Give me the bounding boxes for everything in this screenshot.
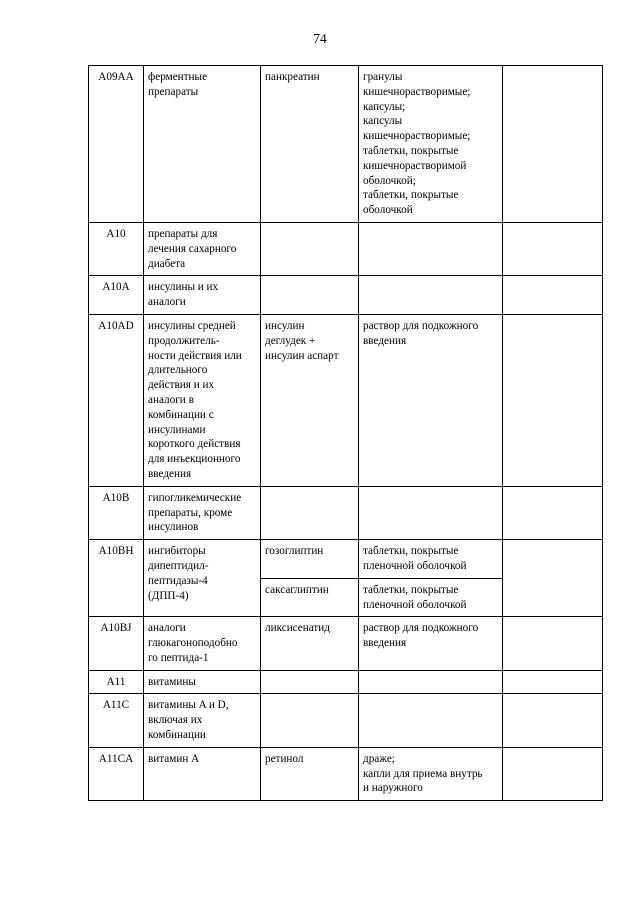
- cell-text-line: го пептида-1: [148, 651, 209, 664]
- empty-cell: [503, 486, 603, 539]
- cell-text-line: длительного: [148, 364, 208, 377]
- drug-name-cell: [261, 222, 359, 275]
- cell-text-line: введения: [148, 467, 192, 480]
- dosage-form-cell: [359, 747, 503, 800]
- atc-code-cell: [89, 617, 144, 670]
- cell-text-line: пептидазы-4: [148, 574, 208, 587]
- cell-text-line: гипогликемические: [148, 491, 242, 504]
- cell-text-line: оболочкой: [363, 204, 413, 217]
- cell-text-line: таблетки, покрытые: [363, 583, 459, 596]
- drug-name-cell: [261, 694, 359, 747]
- cell-text-line: саксаглиптин: [265, 583, 329, 596]
- dosage-form-cell: [359, 222, 503, 275]
- anatomical-group-cell: [144, 694, 261, 747]
- cell-text-line: A11: [106, 675, 126, 688]
- cell-text-line: инсулины средней: [148, 319, 236, 332]
- cell-text-line: препараты: [148, 85, 199, 98]
- cell-text-line: комбинации: [148, 729, 206, 742]
- cell-text-line: таблетки, покрытые: [363, 545, 459, 558]
- table-row: [89, 486, 603, 539]
- atc-code-cell: [89, 540, 144, 617]
- cell-text-line: пленочной оболочкой: [363, 559, 467, 572]
- table-row: [89, 747, 603, 800]
- anatomical-group-cell: [144, 670, 261, 694]
- cell-text-line: и наружного: [363, 782, 423, 795]
- drug-name-cell: [261, 276, 359, 315]
- cell-text-line: короткого действия: [148, 438, 241, 451]
- drug-name-cell: [261, 747, 359, 800]
- table-row: [89, 670, 603, 694]
- empty-cell: [503, 540, 603, 617]
- dosage-form-cell: [359, 670, 503, 694]
- cell-text-line: капли для приема внутрь: [363, 767, 483, 780]
- table-row: [89, 314, 603, 486]
- empty-cell: [503, 222, 603, 275]
- cell-text-line: препараты для: [148, 227, 218, 240]
- cell-text-line: лечения сахарного: [148, 242, 237, 255]
- cell-text-line: аналоги: [148, 622, 186, 635]
- table-row: [89, 540, 603, 579]
- atc-code-cell: [89, 276, 144, 315]
- anatomical-group-cell: [144, 222, 261, 275]
- cell-text-line: введения: [363, 334, 407, 347]
- cell-text-line: A10A: [102, 281, 130, 294]
- dosage-form-cell: [359, 66, 503, 223]
- cell-text-line: A11C: [102, 699, 130, 712]
- cell-text-line: инсулинов: [148, 521, 199, 534]
- empty-cell: [503, 747, 603, 800]
- cell-text-line: драже;: [363, 752, 395, 765]
- cell-text-line: витамин A: [148, 752, 200, 765]
- cell-text-line: A10AD: [98, 319, 134, 332]
- dosage-form-cell: [359, 694, 503, 747]
- atc-code-cell: [89, 486, 144, 539]
- empty-cell: [503, 617, 603, 670]
- cell-text-line: A10: [106, 227, 126, 240]
- empty-cell: [503, 66, 603, 223]
- drug-name-cell: [261, 617, 359, 670]
- drug-name-cell: [261, 314, 359, 486]
- cell-text-line: комбинации с: [148, 408, 214, 421]
- cell-text-line: витамины: [148, 675, 196, 688]
- cell-text-line: оболочкой;: [363, 174, 416, 187]
- atc-code-cell: [89, 694, 144, 747]
- cell-text-line: таблетки, покрытые: [363, 189, 459, 202]
- cell-text-line: глюкагоноподобно: [148, 637, 238, 650]
- cell-text-line: капсулы;: [363, 100, 406, 113]
- anatomical-group-cell: [144, 66, 261, 223]
- cell-text-line: ингибиторы: [148, 545, 206, 558]
- cell-text-line: инсулинами: [148, 423, 206, 436]
- cell-text-line: кишечнорастворимой: [363, 159, 467, 172]
- empty-cell: [503, 276, 603, 315]
- drug-name-cell: [261, 540, 359, 579]
- cell-text-line: для инъекционного: [148, 453, 241, 466]
- cell-text-line: кишечнорастворимые;: [363, 130, 471, 143]
- cell-text-line: A11CA: [98, 752, 134, 765]
- atc-drug-table: [88, 65, 603, 801]
- table-row: [89, 276, 603, 315]
- cell-text-line: A10B: [102, 491, 130, 504]
- drug-name-cell: [261, 486, 359, 539]
- cell-text-line: ретинол: [265, 752, 304, 765]
- empty-cell: [503, 314, 603, 486]
- anatomical-group-cell: [144, 617, 261, 670]
- cell-text-line: панкреатин: [265, 71, 320, 83]
- drug-name-cell: [261, 66, 359, 223]
- cell-text-line: ферментные: [148, 71, 208, 83]
- cell-text-line: деглудек +: [265, 334, 316, 347]
- cell-text-line: диабета: [148, 257, 186, 270]
- dosage-form-cell: [359, 617, 503, 670]
- cell-text-line: препараты, кроме: [148, 506, 233, 519]
- table-row: [89, 694, 603, 747]
- cell-text-line: A10BJ: [100, 622, 132, 635]
- dosage-form-cell: [359, 486, 503, 539]
- atc-table-body: [89, 66, 603, 801]
- cell-text-line: продолжитель-: [148, 334, 220, 347]
- dosage-form-cell: [359, 276, 503, 315]
- anatomical-group-cell: [144, 276, 261, 315]
- anatomical-group-cell: [144, 747, 261, 800]
- empty-cell: [503, 670, 603, 694]
- page-number: 74: [313, 31, 327, 46]
- cell-text-line: аналоги: [148, 296, 186, 309]
- cell-text-line: действия и их: [148, 379, 215, 392]
- cell-text-line: ликсисенатид: [265, 622, 330, 635]
- drug-name-cell: [261, 578, 359, 617]
- cell-text-line: гозоглиптин: [265, 545, 324, 558]
- atc-code-cell: [89, 66, 144, 223]
- cell-text-line: A09AA: [98, 71, 134, 83]
- atc-code-cell: [89, 747, 144, 800]
- anatomical-group-cell: [144, 540, 261, 617]
- dosage-form-cell: [359, 314, 503, 486]
- cell-text-line: пленочной оболочкой: [363, 598, 467, 611]
- cell-text-line: ности действия или: [148, 349, 242, 362]
- cell-text-line: (ДПП-4): [148, 589, 189, 602]
- atc-code-cell: [89, 222, 144, 275]
- anatomical-group-cell: [144, 486, 261, 539]
- atc-code-cell: [89, 314, 144, 486]
- atc-code-cell: [89, 670, 144, 694]
- cell-text-line: A10BH: [98, 545, 134, 558]
- cell-text-line: инсулин: [265, 319, 305, 332]
- cell-text-line: раствор для подкожного: [363, 319, 479, 332]
- cell-text-line: инсулин аспарт: [265, 349, 339, 362]
- cell-text-line: инсулины и их: [148, 281, 219, 294]
- cell-text-line: дипептидил-: [148, 559, 209, 572]
- cell-text-line: витамины A и D,: [148, 699, 229, 712]
- table-row: [89, 617, 603, 670]
- cell-text-line: капсулы: [363, 115, 403, 128]
- cell-text-line: гранулы: [363, 71, 403, 83]
- table-row: [89, 222, 603, 275]
- dosage-form-cell: [359, 540, 503, 579]
- drug-name-cell: [261, 670, 359, 694]
- cell-text-line: раствор для подкожного: [363, 622, 479, 635]
- cell-text-line: аналоги в: [148, 393, 194, 406]
- cell-text-line: включая их: [148, 714, 203, 727]
- cell-text-line: введения: [363, 637, 407, 650]
- anatomical-group-cell: [144, 314, 261, 486]
- table-row: [89, 66, 603, 223]
- cell-text-line: таблетки, покрытые: [363, 144, 459, 157]
- dosage-form-cell: [359, 578, 503, 617]
- cell-text-line: кишечнорастворимые;: [363, 85, 471, 98]
- empty-cell: [503, 694, 603, 747]
